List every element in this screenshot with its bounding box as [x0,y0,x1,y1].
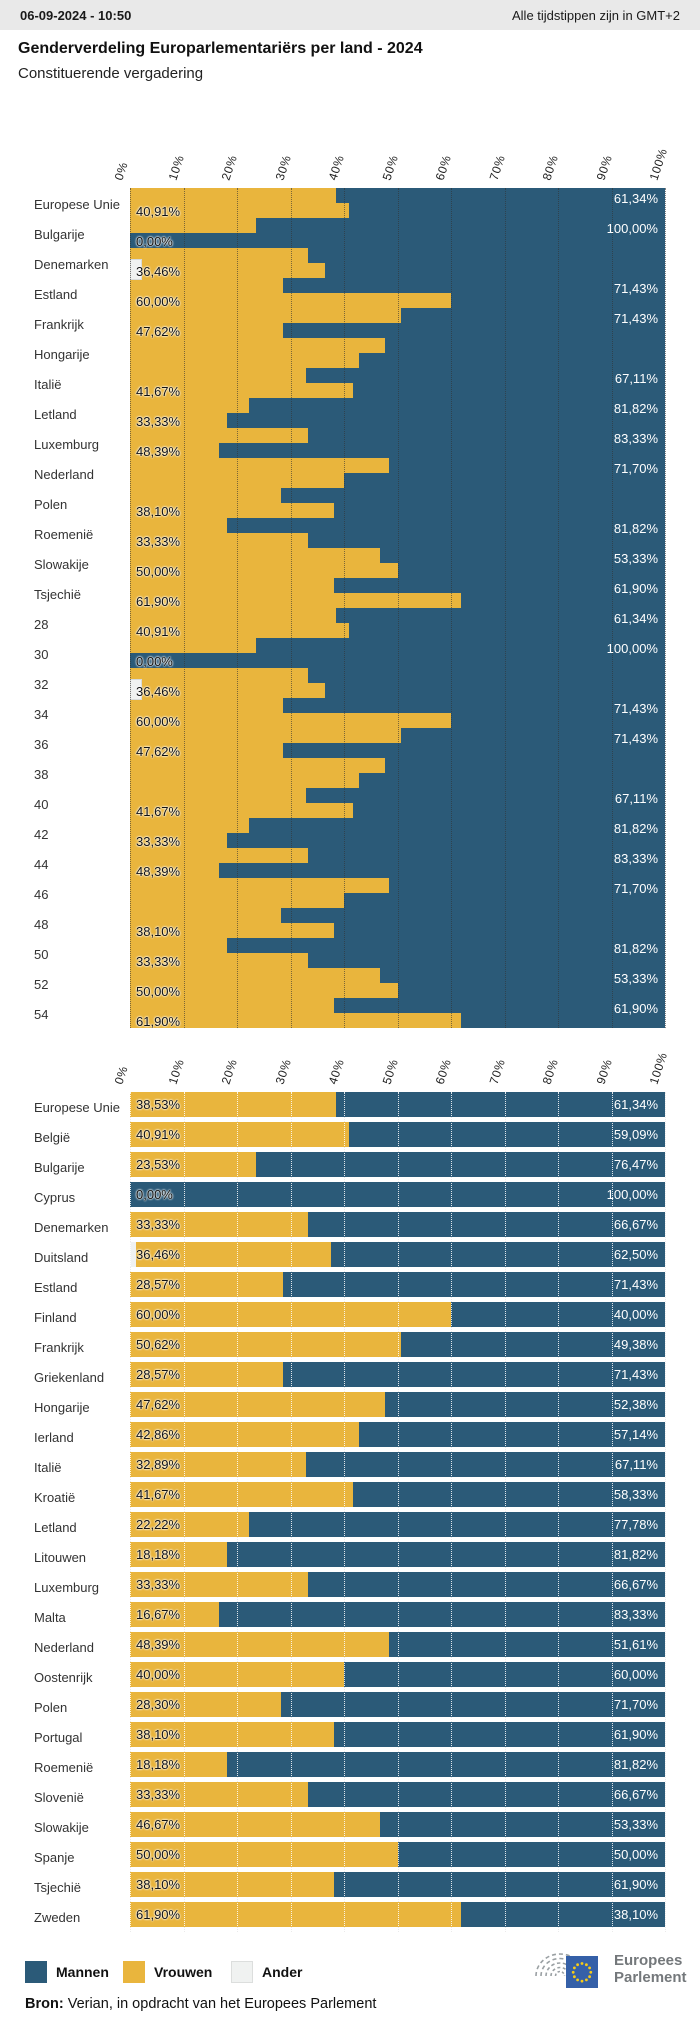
bar-value-label-mannen: 62,50% [613,1247,658,1262]
bar-value-label-mannen: 38,10% [613,1907,658,1922]
bar-value-label-vrouwen: 47,62% [136,744,181,759]
bar-value-label-vrouwen: 50,00% [136,984,181,999]
bar-value-label-vrouwen: 60,00% [136,294,181,309]
legend-label: Ander [262,1964,303,1980]
gridline [665,188,666,1028]
bar-value-label-vrouwen: 22,22% [136,1517,181,1532]
bar-value-label-vrouwen: 40,91% [136,624,181,639]
gridline [130,188,131,1028]
bar-value-label-mannen: 50,00% [613,1847,658,1862]
vrouwen-bar-segment [130,308,401,323]
bar-value-label-vrouwen: 28,57% [136,1367,181,1382]
mannen-color-swatch [25,1961,47,1983]
category-label: Finland [34,1310,77,1325]
axis-tick-label: 80% [539,1057,561,1086]
category-label: Slowakije [34,1820,89,1835]
vrouwen-bar-segment [130,488,281,503]
legend-item-mannen [25,1961,109,1983]
category-label: Italië [34,377,62,392]
source-label: Bron: [25,1996,64,2012]
mannen-bar-segment [219,1602,665,1627]
bar-value-label-mannen: 81,82% [613,1757,658,1772]
category-label: Italië [34,1460,62,1475]
vrouwen-bar-segment [130,938,227,953]
hemicycle-eu-flag-icon [522,1942,614,2004]
bar-value-label-mannen: 71,70% [613,461,658,476]
vrouwen-bar-segment [130,188,336,203]
vrouwen-bar-segment [130,458,389,473]
bar-value-label-vrouwen: 50,62% [136,1337,181,1352]
vrouwen-bar-segment [130,248,308,263]
category-label: 36 [34,737,49,752]
bar-value-label-mannen: 61,34% [613,611,658,626]
bar-value-label-mannen: 53,33% [613,551,658,566]
category-label: Letland [34,407,77,422]
bar-value-label-vrouwen: 33,33% [136,954,181,969]
category-label: 38 [34,767,49,782]
category-label: Denemarken [34,1220,109,1235]
gridline [505,188,506,1028]
category-label: Bulgarije [34,1160,85,1175]
vrouwen-bar-segment [130,818,249,833]
bar-value-label-mannen: 71,43% [613,281,658,296]
category-label: Slovenië [34,1790,84,1805]
category-label: Ierland [34,1430,74,1445]
bar-value-label-mannen: 71,70% [613,1697,658,1712]
gridline [344,188,345,1028]
axis-tick-label: 10% [165,153,187,182]
vrouwen-bar-segment [130,608,336,623]
bar-value-label-mannen: 53,33% [613,1817,658,1832]
category-label: Denemarken [34,257,109,272]
gridline [291,188,292,1028]
bar-value-label-vrouwen: 47,62% [136,324,181,339]
bar-value-label-vrouwen: 38,10% [136,1877,181,1892]
category-label: België [34,1130,71,1145]
axis-tick-label: 50% [379,153,401,182]
axis-tick-label: 0% [111,160,131,182]
gridline-over [344,1092,345,1932]
bar-value-label-mannen: 67,11% [614,791,658,806]
bar-value-label-mannen: 81,82% [613,401,658,416]
axis-tick-label: 40% [325,1057,347,1086]
vrouwen-bar-segment [130,668,308,683]
bar-value-label-mannen: 76,47% [613,1157,658,1172]
vrouwen-bar-segment [130,788,306,803]
vrouwen-bar-segment [130,998,334,1013]
vrouwen-bar-segment [130,548,380,563]
bar-value-label-mannen: 100,00% [606,1187,658,1202]
gridline [237,188,238,1028]
bar-value-label-vrouwen: 23,53% [136,1157,181,1172]
axis-tick-label: 40% [325,153,347,182]
axis-tick-label: 30% [272,1057,294,1086]
vrouwen-bar-segment [130,848,308,863]
bar-value-label-mannen: 81,82% [613,1547,658,1562]
header-timezone-note: Alle tijdstippen zijn in GMT+2 [512,7,680,23]
page-subtitle: Constituerende vergadering [18,65,204,82]
legend-item-vrouwen [123,1961,212,1983]
bar-value-label-vrouwen: 50,00% [136,1847,181,1862]
axis-tick-label: 0% [111,1064,131,1086]
axis-tick-label: 100% [646,146,671,182]
bar-value-label-vrouwen: 46,67% [136,1817,181,1832]
category-label: Europese Unie [34,197,120,212]
mannen-bar-segment [227,1542,665,1567]
category-label: Estland [34,287,78,302]
bar-value-label-vrouwen: 40,91% [136,204,181,219]
bar-value-label-vrouwen: 48,39% [136,864,181,879]
gridline-over [665,1092,666,1932]
bar-value-label-mannen: 40,00% [613,1307,658,1322]
vrouwen-bar-segment [130,428,308,443]
axis-tick-label: 70% [486,1057,508,1086]
bar-value-label-mannen: 83,33% [613,431,658,446]
bar-value-label-vrouwen: 41,67% [136,384,181,399]
category-label: Frankrijk [34,317,84,332]
gridline [184,188,185,1028]
category-label: 32 [34,677,49,692]
bar-value-label-vrouwen: 38,10% [136,1727,181,1742]
gridline-over [291,1092,292,1932]
axis-tick-label: 50% [379,1057,401,1086]
bar-value-label-vrouwen: 36,46% [136,264,181,279]
category-label: 28 [34,617,49,632]
category-label: Luxemburg [34,437,100,452]
category-label: Oostenrijk [34,1670,93,1685]
bar-value-label-vrouwen: 18,18% [136,1547,181,1562]
bar-value-label-vrouwen: 0,00% [136,654,173,669]
gridline-over [558,1092,559,1932]
bar-value-label-vrouwen: 36,46% [136,684,181,699]
bar-value-label-mannen: 61,90% [613,1001,658,1016]
vrouwen-bar-segment [130,353,359,368]
axis-tick-label: 60% [432,153,454,182]
category-label: Bulgarije [34,227,85,242]
gridline-over [398,1092,399,1932]
bar-value-label-vrouwen: 33,33% [136,1217,181,1232]
bar-value-label-mannen: 58,33% [613,1487,658,1502]
category-label: Nederland [34,1640,94,1655]
category-label: Europese Unie [34,1100,120,1115]
bar-value-label-mannen: 71,43% [613,731,658,746]
category-label: Litouwen [34,1550,87,1565]
gridline [398,188,399,1028]
category-label: 40 [34,797,49,812]
bar-value-label-vrouwen: 32,89% [136,1457,181,1472]
vrouwen-bar-segment [130,518,227,533]
bar-value-label-mannen: 51,61% [613,1637,658,1652]
bar-value-label-vrouwen: 60,00% [136,1307,181,1322]
bar-value-label-vrouwen: 33,33% [136,1787,181,1802]
top-chart-axis [111,112,671,184]
category-label: Letland [34,1520,77,1535]
vrouwen-color-swatch [123,1961,145,1983]
vrouwen-bar-segment [130,728,401,743]
bar-value-label-vrouwen: 61,90% [136,1014,181,1029]
bar-value-label-vrouwen: 61,90% [136,1907,181,1922]
bar-value-label-mannen: 53,33% [613,971,658,986]
axis-tick-label: 100% [646,1050,671,1086]
category-label: Slowakije [34,557,89,572]
bar-value-label-mannen: 100,00% [606,641,658,656]
mannen-bar-segment [249,1512,665,1537]
axis-tick-label: 80% [539,153,561,182]
axis-tick-label: 30% [272,153,294,182]
bar-value-label-mannen: 67,11% [614,371,658,386]
gridline [451,188,452,1028]
european-parliament-logo [522,1942,692,2004]
legend-label: Vrouwen [154,1964,213,1980]
bar-value-label-vrouwen: 47,62% [136,1397,181,1412]
top-chart-category-labels [0,188,126,1028]
bar-value-label-vrouwen: 41,67% [136,804,181,819]
vrouwen-bar-segment [130,968,380,983]
category-label: 42 [34,827,49,842]
category-label: Malta [34,1610,66,1625]
category-label: 30 [34,647,49,662]
category-label: Kroatië [34,1490,76,1505]
category-label: Zweden [34,1910,81,1925]
category-label: Tsjechië [34,1880,81,1895]
gridline [612,188,613,1028]
category-label: 48 [34,917,49,932]
bar-value-label-mannen: 81,82% [613,521,658,536]
vrouwen-bar-segment [130,773,359,788]
category-label: 52 [34,977,49,992]
axis-tick-label: 90% [593,1057,615,1086]
bar-value-label-mannen: 71,43% [613,311,658,326]
category-label: Portugal [34,1730,83,1745]
axis-tick-label: 60% [432,1057,454,1086]
bar-value-label-mannen: 67,11% [614,1457,658,1472]
category-label: Duitsland [34,1250,89,1265]
bar-value-label-vrouwen: 0,00% [136,234,173,249]
category-label: Polen [34,497,68,512]
bar-value-label-mannen: 49,38% [613,1337,658,1352]
bar-value-label-vrouwen: 38,10% [136,924,181,939]
gridline [558,188,559,1028]
vrouwen-bar-segment [130,368,306,383]
bar-value-label-vrouwen: 0,00% [136,1187,173,1202]
logo-line1: Europees [614,1952,683,1969]
vrouwen-bar-segment [130,908,281,923]
gridline-over [237,1092,238,1932]
source-note [25,1996,376,2012]
bar-value-label-vrouwen: 33,33% [136,414,181,429]
axis-tick-label: 20% [218,1057,240,1086]
category-label: Cyprus [34,1190,76,1205]
bar-value-label-mannen: 57,14% [613,1427,658,1442]
mannen-bar-segment [256,1152,665,1177]
bar-value-label-mannen: 83,33% [613,851,658,866]
category-label: Polen [34,1700,68,1715]
mannen-bar-segment [283,1362,665,1387]
header-bar [0,0,700,30]
category-label: 44 [34,857,49,872]
bar-value-label-vrouwen: 50,00% [136,564,181,579]
category-label: Nederland [34,467,94,482]
bar-value-label-mannen: 61,90% [613,1877,658,1892]
bar-value-label-vrouwen: 36,46% [136,1247,181,1262]
bar-value-label-mannen: 61,90% [613,581,658,596]
bar-value-label-mannen: 61,34% [613,191,658,206]
bar-value-label-mannen: 61,34% [613,1097,658,1112]
bar-value-label-vrouwen: 48,39% [136,444,181,459]
gridline-over [505,1092,506,1932]
category-label: Roemenië [34,1760,94,1775]
bar-value-label-mannen: 66,67% [613,1577,658,1592]
bar-value-label-vrouwen: 28,57% [136,1277,181,1292]
vrouwen-bar-segment [130,278,283,293]
vrouwen-bar-segment [130,878,389,893]
bottom-chart-plot [130,1092,665,1932]
axis-tick-label: 20% [218,153,240,182]
bar-value-label-mannen: 100,00% [606,221,658,236]
bar-value-label-vrouwen: 33,33% [136,534,181,549]
bar-value-label-vrouwen: 16,67% [136,1607,181,1622]
bar-value-label-mannen: 77,78% [613,1517,658,1532]
gridline-over [612,1092,613,1932]
mannen-bar-segment [281,1692,665,1717]
category-label: Griekenland [34,1370,105,1385]
bar-value-label-vrouwen: 40,91% [136,1127,181,1142]
bar-value-label-mannen: 71,43% [613,1367,658,1382]
vrouwen-bar-segment [130,758,385,773]
bar-value-label-mannen: 59,09% [613,1127,658,1142]
legend-item-ander [231,1961,302,1983]
category-label: Frankrijk [34,1340,84,1355]
category-label: Hongarije [34,1400,90,1415]
bar-value-label-vrouwen: 48,39% [136,1637,181,1652]
mannen-bar-segment [227,1752,665,1777]
bar-value-label-vrouwen: 38,53% [136,1097,181,1112]
bar-value-label-vrouwen: 42,86% [136,1427,181,1442]
bar-value-label-vrouwen: 41,67% [136,1487,181,1502]
category-label: 54 [34,1007,49,1022]
category-label: 46 [34,887,49,902]
axis-tick-label: 90% [593,153,615,182]
vrouwen-bar-segment [130,578,334,593]
vrouwen-bar-segment [130,398,249,413]
bottom-chart-category-labels [0,1092,126,1932]
gridline-over [130,1092,131,1932]
ander-color-swatch [231,1961,253,1983]
bar-value-label-vrouwen: 38,10% [136,504,181,519]
bar-value-label-mannen: 71,70% [613,881,658,896]
axis-tick-label: 70% [486,153,508,182]
logo-line2: Parlement [614,1969,687,1986]
source-text: Verian, in opdracht van het Europees Parlement [63,1996,377,2012]
legend-label: Mannen [56,1964,109,1980]
header-datetime: 06-09-2024 - 10:50 [20,7,132,23]
bar-value-label-vrouwen: 60,00% [136,714,181,729]
bar-value-label-mannen: 83,33% [613,1607,658,1622]
gridline-over [451,1092,452,1932]
bar-value-label-mannen: 66,67% [613,1787,658,1802]
bar-value-label-mannen: 61,90% [613,1727,658,1742]
category-label: Hongarije [34,347,90,362]
gridline-over [184,1092,185,1932]
bar-value-label-vrouwen: 33,33% [136,834,181,849]
bar-value-label-vrouwen: 28,30% [136,1697,181,1712]
bar-value-label-vrouwen: 33,33% [136,1577,181,1592]
bar-value-label-vrouwen: 18,18% [136,1757,181,1772]
top-chart-plot [130,188,665,1028]
bottom-chart-axis [111,1018,671,1088]
bar-value-label-mannen: 81,82% [613,821,658,836]
category-label: Tsjechië [34,587,81,602]
bar-value-label-vrouwen: 61,90% [136,594,181,609]
category-label: Estland [34,1280,78,1295]
bar-value-label-mannen: 81,82% [613,941,658,956]
vrouwen-bar-segment [130,698,283,713]
page-title: Genderverdeling Europarlementariërs per land - 2024 [18,40,423,57]
category-label: Luxemburg [34,1580,100,1595]
logo-text [614,1952,687,1986]
bar-value-label-mannen: 60,00% [613,1667,658,1682]
bar-value-label-mannen: 52,38% [613,1397,658,1412]
bar-value-label-mannen: 66,67% [613,1217,658,1232]
category-label: Roemenië [34,527,94,542]
bar-value-label-mannen: 71,43% [613,1277,658,1292]
category-label: 50 [34,947,49,962]
category-label: 34 [34,707,49,722]
bar-value-label-vrouwen: 40,00% [136,1667,181,1682]
mannen-bar-segment [283,1272,665,1297]
vrouwen-bar-segment [130,338,385,353]
axis-tick-label: 10% [165,1057,187,1086]
bar-value-label-mannen: 71,43% [613,701,658,716]
category-label: Spanje [34,1850,75,1865]
